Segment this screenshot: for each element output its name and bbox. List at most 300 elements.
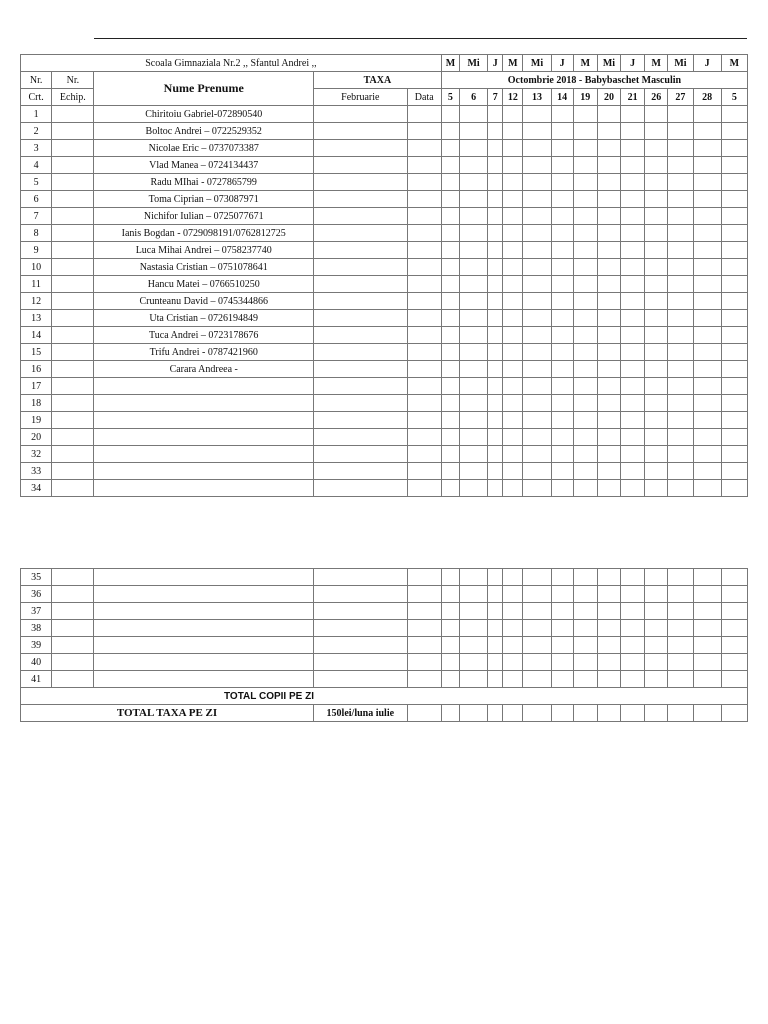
attendance-cell[interactable] bbox=[503, 429, 523, 446]
attendance-cell[interactable] bbox=[573, 310, 597, 327]
attendance-cell[interactable] bbox=[597, 259, 620, 276]
attendance-cell[interactable] bbox=[693, 293, 721, 310]
attendance-cell[interactable] bbox=[721, 569, 747, 586]
attendance-cell[interactable] bbox=[668, 429, 693, 446]
attendance-cell[interactable] bbox=[721, 225, 747, 242]
taxa-cell[interactable] bbox=[313, 157, 407, 174]
attendance-cell[interactable] bbox=[488, 586, 503, 603]
data-cell[interactable] bbox=[407, 242, 441, 259]
data-cell[interactable] bbox=[407, 344, 441, 361]
attendance-cell[interactable] bbox=[573, 446, 597, 463]
attendance-cell[interactable] bbox=[597, 569, 620, 586]
attendance-cell[interactable] bbox=[645, 412, 668, 429]
attendance-cell[interactable] bbox=[551, 671, 573, 688]
attendance-cell[interactable] bbox=[551, 259, 573, 276]
attendance-cell[interactable] bbox=[523, 344, 551, 361]
attendance-cell[interactable] bbox=[668, 191, 693, 208]
attendance-cell[interactable] bbox=[573, 157, 597, 174]
attendance-cell[interactable] bbox=[721, 140, 747, 157]
taxa-cell[interactable] bbox=[313, 174, 407, 191]
echip-cell[interactable] bbox=[52, 361, 94, 378]
taxa-cell[interactable] bbox=[313, 225, 407, 242]
attendance-cell[interactable] bbox=[721, 293, 747, 310]
attendance-cell[interactable] bbox=[693, 157, 721, 174]
attendance-cell[interactable] bbox=[668, 208, 693, 225]
attendance-cell[interactable] bbox=[668, 106, 693, 123]
attendance-cell[interactable] bbox=[668, 361, 693, 378]
attendance-cell[interactable] bbox=[503, 586, 523, 603]
attendance-cell[interactable] bbox=[551, 208, 573, 225]
taxa-cell[interactable] bbox=[313, 327, 407, 344]
attendance-cell[interactable] bbox=[459, 310, 487, 327]
attendance-cell[interactable] bbox=[645, 276, 668, 293]
attendance-cell[interactable] bbox=[621, 225, 645, 242]
attendance-cell[interactable] bbox=[693, 123, 721, 140]
attendance-cell[interactable] bbox=[523, 191, 551, 208]
attendance-cell[interactable] bbox=[573, 654, 597, 671]
attendance-cell[interactable] bbox=[597, 327, 620, 344]
attendance-cell[interactable] bbox=[573, 429, 597, 446]
attendance-cell[interactable] bbox=[645, 654, 668, 671]
cell[interactable] bbox=[693, 705, 721, 722]
attendance-cell[interactable] bbox=[573, 671, 597, 688]
cell[interactable] bbox=[621, 705, 645, 722]
attendance-cell[interactable] bbox=[459, 225, 487, 242]
data-cell[interactable] bbox=[407, 225, 441, 242]
attendance-cell[interactable] bbox=[441, 446, 459, 463]
attendance-cell[interactable] bbox=[693, 603, 721, 620]
attendance-cell[interactable] bbox=[597, 276, 620, 293]
attendance-cell[interactable] bbox=[503, 671, 523, 688]
attendance-cell[interactable] bbox=[668, 140, 693, 157]
attendance-cell[interactable] bbox=[551, 395, 573, 412]
attendance-cell[interactable] bbox=[693, 310, 721, 327]
attendance-cell[interactable] bbox=[597, 106, 620, 123]
attendance-cell[interactable] bbox=[693, 446, 721, 463]
attendance-cell[interactable] bbox=[441, 140, 459, 157]
attendance-cell[interactable] bbox=[668, 293, 693, 310]
attendance-cell[interactable] bbox=[573, 259, 597, 276]
taxa-cell[interactable] bbox=[313, 208, 407, 225]
attendance-cell[interactable] bbox=[597, 123, 620, 140]
attendance-cell[interactable] bbox=[523, 446, 551, 463]
attendance-cell[interactable] bbox=[597, 395, 620, 412]
attendance-cell[interactable] bbox=[721, 174, 747, 191]
attendance-cell[interactable] bbox=[441, 569, 459, 586]
attendance-cell[interactable] bbox=[597, 637, 620, 654]
attendance-cell[interactable] bbox=[523, 654, 551, 671]
attendance-cell[interactable] bbox=[668, 620, 693, 637]
data-cell[interactable] bbox=[407, 637, 441, 654]
attendance-cell[interactable] bbox=[459, 603, 487, 620]
attendance-cell[interactable] bbox=[597, 191, 620, 208]
attendance-cell[interactable] bbox=[441, 361, 459, 378]
attendance-cell[interactable] bbox=[551, 106, 573, 123]
attendance-cell[interactable] bbox=[573, 603, 597, 620]
attendance-cell[interactable] bbox=[597, 174, 620, 191]
taxa-cell[interactable] bbox=[313, 569, 407, 586]
attendance-cell[interactable] bbox=[551, 429, 573, 446]
echip-cell[interactable] bbox=[52, 446, 94, 463]
attendance-cell[interactable] bbox=[523, 293, 551, 310]
attendance-cell[interactable] bbox=[668, 463, 693, 480]
attendance-cell[interactable] bbox=[488, 429, 503, 446]
data-cell[interactable] bbox=[407, 276, 441, 293]
attendance-cell[interactable] bbox=[488, 327, 503, 344]
attendance-cell[interactable] bbox=[488, 463, 503, 480]
attendance-cell[interactable] bbox=[693, 208, 721, 225]
attendance-cell[interactable] bbox=[488, 378, 503, 395]
attendance-cell[interactable] bbox=[523, 569, 551, 586]
attendance-cell[interactable] bbox=[668, 344, 693, 361]
data-cell[interactable] bbox=[407, 123, 441, 140]
attendance-cell[interactable] bbox=[621, 412, 645, 429]
attendance-cell[interactable] bbox=[597, 361, 620, 378]
attendance-cell[interactable] bbox=[551, 412, 573, 429]
attendance-cell[interactable] bbox=[621, 293, 645, 310]
attendance-cell[interactable] bbox=[488, 259, 503, 276]
attendance-cell[interactable] bbox=[693, 480, 721, 497]
attendance-cell[interactable] bbox=[503, 140, 523, 157]
attendance-cell[interactable] bbox=[503, 654, 523, 671]
taxa-cell[interactable] bbox=[313, 293, 407, 310]
attendance-cell[interactable] bbox=[441, 429, 459, 446]
attendance-cell[interactable] bbox=[488, 191, 503, 208]
echip-cell[interactable] bbox=[52, 225, 94, 242]
attendance-cell[interactable] bbox=[551, 569, 573, 586]
data-cell[interactable] bbox=[407, 620, 441, 637]
attendance-cell[interactable] bbox=[503, 191, 523, 208]
attendance-cell[interactable] bbox=[551, 123, 573, 140]
attendance-cell[interactable] bbox=[523, 174, 551, 191]
data-cell[interactable] bbox=[407, 208, 441, 225]
attendance-cell[interactable] bbox=[523, 242, 551, 259]
cell[interactable] bbox=[523, 705, 551, 722]
attendance-cell[interactable] bbox=[621, 191, 645, 208]
attendance-cell[interactable] bbox=[597, 671, 620, 688]
attendance-cell[interactable] bbox=[523, 361, 551, 378]
echip-cell[interactable] bbox=[52, 276, 94, 293]
attendance-cell[interactable] bbox=[488, 344, 503, 361]
attendance-cell[interactable] bbox=[459, 395, 487, 412]
attendance-cell[interactable] bbox=[523, 310, 551, 327]
attendance-cell[interactable] bbox=[441, 157, 459, 174]
attendance-cell[interactable] bbox=[459, 446, 487, 463]
attendance-cell[interactable] bbox=[503, 361, 523, 378]
data-cell[interactable] bbox=[407, 327, 441, 344]
attendance-cell[interactable] bbox=[668, 259, 693, 276]
attendance-cell[interactable] bbox=[645, 225, 668, 242]
attendance-cell[interactable] bbox=[668, 480, 693, 497]
attendance-cell[interactable] bbox=[645, 259, 668, 276]
attendance-cell[interactable] bbox=[693, 191, 721, 208]
attendance-cell[interactable] bbox=[488, 174, 503, 191]
attendance-cell[interactable] bbox=[597, 157, 620, 174]
attendance-cell[interactable] bbox=[693, 586, 721, 603]
attendance-cell[interactable] bbox=[668, 174, 693, 191]
attendance-cell[interactable] bbox=[503, 344, 523, 361]
attendance-cell[interactable] bbox=[551, 378, 573, 395]
attendance-cell[interactable] bbox=[523, 603, 551, 620]
attendance-cell[interactable] bbox=[668, 310, 693, 327]
attendance-cell[interactable] bbox=[488, 140, 503, 157]
attendance-cell[interactable] bbox=[597, 140, 620, 157]
attendance-cell[interactable] bbox=[721, 463, 747, 480]
attendance-cell[interactable] bbox=[573, 620, 597, 637]
echip-cell[interactable] bbox=[52, 569, 94, 586]
attendance-cell[interactable] bbox=[645, 344, 668, 361]
attendance-cell[interactable] bbox=[621, 463, 645, 480]
attendance-cell[interactable] bbox=[523, 157, 551, 174]
attendance-cell[interactable] bbox=[621, 157, 645, 174]
attendance-cell[interactable] bbox=[645, 569, 668, 586]
taxa-cell[interactable] bbox=[313, 637, 407, 654]
attendance-cell[interactable] bbox=[459, 654, 487, 671]
attendance-cell[interactable] bbox=[503, 242, 523, 259]
attendance-cell[interactable] bbox=[621, 586, 645, 603]
attendance-cell[interactable] bbox=[503, 174, 523, 191]
attendance-cell[interactable] bbox=[551, 174, 573, 191]
data-cell[interactable] bbox=[407, 446, 441, 463]
attendance-cell[interactable] bbox=[459, 157, 487, 174]
attendance-cell[interactable] bbox=[503, 395, 523, 412]
attendance-cell[interactable] bbox=[645, 208, 668, 225]
attendance-cell[interactable] bbox=[441, 395, 459, 412]
taxa-cell[interactable] bbox=[313, 480, 407, 497]
attendance-cell[interactable] bbox=[597, 620, 620, 637]
attendance-cell[interactable] bbox=[459, 174, 487, 191]
attendance-cell[interactable] bbox=[523, 620, 551, 637]
attendance-cell[interactable] bbox=[523, 637, 551, 654]
cell[interactable] bbox=[441, 705, 459, 722]
attendance-cell[interactable] bbox=[488, 225, 503, 242]
attendance-cell[interactable] bbox=[551, 637, 573, 654]
attendance-cell[interactable] bbox=[621, 378, 645, 395]
attendance-cell[interactable] bbox=[503, 480, 523, 497]
attendance-cell[interactable] bbox=[523, 671, 551, 688]
attendance-cell[interactable] bbox=[441, 344, 459, 361]
attendance-cell[interactable] bbox=[573, 361, 597, 378]
attendance-cell[interactable] bbox=[573, 344, 597, 361]
attendance-cell[interactable] bbox=[621, 242, 645, 259]
taxa-cell[interactable] bbox=[313, 586, 407, 603]
attendance-cell[interactable] bbox=[459, 208, 487, 225]
echip-cell[interactable] bbox=[52, 191, 94, 208]
taxa-cell[interactable] bbox=[313, 429, 407, 446]
attendance-cell[interactable] bbox=[645, 446, 668, 463]
attendance-cell[interactable] bbox=[721, 671, 747, 688]
attendance-cell[interactable] bbox=[693, 412, 721, 429]
attendance-cell[interactable] bbox=[503, 569, 523, 586]
attendance-cell[interactable] bbox=[597, 654, 620, 671]
attendance-cell[interactable] bbox=[573, 123, 597, 140]
attendance-cell[interactable] bbox=[721, 395, 747, 412]
attendance-cell[interactable] bbox=[441, 106, 459, 123]
attendance-cell[interactable] bbox=[523, 140, 551, 157]
attendance-cell[interactable] bbox=[551, 157, 573, 174]
attendance-cell[interactable] bbox=[523, 463, 551, 480]
attendance-cell[interactable] bbox=[621, 123, 645, 140]
attendance-cell[interactable] bbox=[573, 637, 597, 654]
attendance-cell[interactable] bbox=[488, 310, 503, 327]
attendance-cell[interactable] bbox=[459, 106, 487, 123]
attendance-cell[interactable] bbox=[573, 463, 597, 480]
echip-cell[interactable] bbox=[52, 123, 94, 140]
echip-cell[interactable] bbox=[52, 412, 94, 429]
attendance-cell[interactable] bbox=[721, 242, 747, 259]
taxa-cell[interactable] bbox=[313, 361, 407, 378]
attendance-cell[interactable] bbox=[693, 225, 721, 242]
attendance-cell[interactable] bbox=[441, 174, 459, 191]
attendance-cell[interactable] bbox=[621, 671, 645, 688]
taxa-cell[interactable] bbox=[313, 671, 407, 688]
attendance-cell[interactable] bbox=[523, 276, 551, 293]
echip-cell[interactable] bbox=[52, 327, 94, 344]
attendance-cell[interactable] bbox=[621, 140, 645, 157]
attendance-cell[interactable] bbox=[721, 361, 747, 378]
attendance-cell[interactable] bbox=[597, 208, 620, 225]
attendance-cell[interactable] bbox=[721, 620, 747, 637]
attendance-cell[interactable] bbox=[441, 191, 459, 208]
attendance-cell[interactable] bbox=[459, 429, 487, 446]
attendance-cell[interactable] bbox=[621, 174, 645, 191]
echip-cell[interactable] bbox=[52, 106, 94, 123]
echip-cell[interactable] bbox=[52, 344, 94, 361]
attendance-cell[interactable] bbox=[441, 276, 459, 293]
attendance-cell[interactable] bbox=[551, 446, 573, 463]
attendance-cell[interactable] bbox=[621, 603, 645, 620]
attendance-cell[interactable] bbox=[621, 208, 645, 225]
attendance-cell[interactable] bbox=[441, 620, 459, 637]
data-cell[interactable] bbox=[407, 671, 441, 688]
attendance-cell[interactable] bbox=[488, 361, 503, 378]
attendance-cell[interactable] bbox=[459, 378, 487, 395]
echip-cell[interactable] bbox=[52, 293, 94, 310]
attendance-cell[interactable] bbox=[459, 259, 487, 276]
attendance-cell[interactable] bbox=[693, 671, 721, 688]
attendance-cell[interactable] bbox=[551, 293, 573, 310]
taxa-cell[interactable] bbox=[313, 620, 407, 637]
attendance-cell[interactable] bbox=[645, 603, 668, 620]
attendance-cell[interactable] bbox=[668, 671, 693, 688]
attendance-cell[interactable] bbox=[645, 140, 668, 157]
attendance-cell[interactable] bbox=[441, 480, 459, 497]
attendance-cell[interactable] bbox=[551, 191, 573, 208]
data-cell[interactable] bbox=[407, 463, 441, 480]
attendance-cell[interactable] bbox=[645, 637, 668, 654]
attendance-cell[interactable] bbox=[693, 637, 721, 654]
attendance-cell[interactable] bbox=[573, 327, 597, 344]
attendance-cell[interactable] bbox=[503, 310, 523, 327]
attendance-cell[interactable] bbox=[573, 140, 597, 157]
attendance-cell[interactable] bbox=[621, 446, 645, 463]
attendance-cell[interactable] bbox=[459, 586, 487, 603]
attendance-cell[interactable] bbox=[573, 191, 597, 208]
cell[interactable] bbox=[503, 705, 523, 722]
attendance-cell[interactable] bbox=[503, 378, 523, 395]
attendance-cell[interactable] bbox=[488, 603, 503, 620]
attendance-cell[interactable] bbox=[597, 603, 620, 620]
attendance-cell[interactable] bbox=[645, 123, 668, 140]
attendance-cell[interactable] bbox=[645, 361, 668, 378]
attendance-cell[interactable] bbox=[523, 225, 551, 242]
attendance-cell[interactable] bbox=[721, 654, 747, 671]
data-cell[interactable] bbox=[407, 378, 441, 395]
attendance-cell[interactable] bbox=[523, 327, 551, 344]
attendance-cell[interactable] bbox=[721, 157, 747, 174]
taxa-cell[interactable] bbox=[313, 276, 407, 293]
attendance-cell[interactable] bbox=[668, 123, 693, 140]
attendance-cell[interactable] bbox=[523, 412, 551, 429]
attendance-cell[interactable] bbox=[721, 378, 747, 395]
attendance-cell[interactable] bbox=[721, 412, 747, 429]
attendance-cell[interactable] bbox=[459, 671, 487, 688]
attendance-cell[interactable] bbox=[441, 259, 459, 276]
attendance-cell[interactable] bbox=[721, 276, 747, 293]
attendance-cell[interactable] bbox=[621, 429, 645, 446]
taxa-cell[interactable] bbox=[313, 654, 407, 671]
attendance-cell[interactable] bbox=[459, 480, 487, 497]
attendance-cell[interactable] bbox=[668, 412, 693, 429]
attendance-cell[interactable] bbox=[621, 654, 645, 671]
taxa-cell[interactable] bbox=[313, 123, 407, 140]
attendance-cell[interactable] bbox=[721, 327, 747, 344]
attendance-cell[interactable] bbox=[597, 412, 620, 429]
attendance-cell[interactable] bbox=[693, 395, 721, 412]
attendance-cell[interactable] bbox=[551, 327, 573, 344]
attendance-cell[interactable] bbox=[441, 123, 459, 140]
attendance-cell[interactable] bbox=[645, 480, 668, 497]
attendance-cell[interactable] bbox=[668, 637, 693, 654]
attendance-cell[interactable] bbox=[503, 259, 523, 276]
attendance-cell[interactable] bbox=[441, 225, 459, 242]
attendance-cell[interactable] bbox=[721, 586, 747, 603]
attendance-cell[interactable] bbox=[645, 620, 668, 637]
attendance-cell[interactable] bbox=[488, 446, 503, 463]
attendance-cell[interactable] bbox=[551, 242, 573, 259]
data-cell[interactable] bbox=[407, 654, 441, 671]
attendance-cell[interactable] bbox=[645, 395, 668, 412]
attendance-cell[interactable] bbox=[645, 327, 668, 344]
echip-cell[interactable] bbox=[52, 463, 94, 480]
attendance-cell[interactable] bbox=[523, 480, 551, 497]
attendance-cell[interactable] bbox=[488, 671, 503, 688]
attendance-cell[interactable] bbox=[721, 446, 747, 463]
data-cell[interactable] bbox=[407, 603, 441, 620]
data-cell[interactable] bbox=[407, 395, 441, 412]
attendance-cell[interactable] bbox=[503, 446, 523, 463]
attendance-cell[interactable] bbox=[621, 276, 645, 293]
taxa-cell[interactable] bbox=[313, 140, 407, 157]
attendance-cell[interactable] bbox=[441, 637, 459, 654]
data-cell[interactable] bbox=[407, 569, 441, 586]
attendance-cell[interactable] bbox=[459, 463, 487, 480]
taxa-cell[interactable] bbox=[313, 378, 407, 395]
attendance-cell[interactable] bbox=[441, 293, 459, 310]
taxa-cell[interactable] bbox=[313, 310, 407, 327]
attendance-cell[interactable] bbox=[523, 259, 551, 276]
attendance-cell[interactable] bbox=[459, 191, 487, 208]
attendance-cell[interactable] bbox=[503, 225, 523, 242]
attendance-cell[interactable] bbox=[503, 123, 523, 140]
attendance-cell[interactable] bbox=[668, 586, 693, 603]
attendance-cell[interactable] bbox=[523, 429, 551, 446]
attendance-cell[interactable] bbox=[597, 446, 620, 463]
attendance-cell[interactable] bbox=[621, 569, 645, 586]
echip-cell[interactable] bbox=[52, 603, 94, 620]
attendance-cell[interactable] bbox=[693, 654, 721, 671]
attendance-cell[interactable] bbox=[488, 242, 503, 259]
